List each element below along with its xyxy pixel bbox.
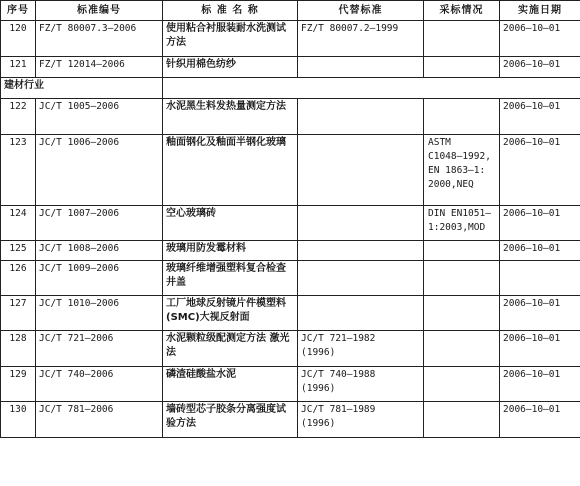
row-code: JC/T 781—2006: [36, 402, 163, 438]
table-row: [1, 261, 580, 296]
adoption-line: 1:2003,MOD: [428, 222, 486, 233]
row-code: FZ/T 12014—2006: [36, 57, 163, 78]
row-replaced: [298, 402, 424, 438]
section-label: 建材行业: [1, 78, 163, 99]
row-name: 玻璃用防发霉材料: [163, 241, 298, 261]
table-row: [1, 57, 580, 78]
replaced-line: (1996): [301, 383, 336, 394]
row-adoption: [424, 241, 500, 261]
header-date: 实施日期: [500, 1, 580, 21]
row-name: 工厂地球反射镜片件模塑料(SMC)大视反射面: [163, 296, 298, 331]
table-row: [1, 241, 580, 261]
row-adoption: [424, 296, 500, 331]
header-code: 标准编号: [36, 1, 163, 21]
row-seq: 123: [1, 135, 36, 206]
row-adoption: [424, 367, 500, 402]
row-date: 2006—10—01: [500, 57, 580, 78]
row-seq: 120: [1, 21, 36, 57]
table-row: [1, 402, 580, 438]
header-seq: 序号: [1, 1, 36, 21]
row-date: 2006—10—01: [500, 135, 580, 206]
row-date: 2006—10—01: [500, 402, 580, 438]
section-row: [1, 78, 580, 99]
row-code: FZ/T 80007.3—2006: [36, 21, 163, 57]
row-code: JC/T 740—2006: [36, 367, 163, 402]
table-row: [1, 99, 580, 135]
row-seq: 130: [1, 402, 36, 438]
row-seq: 124: [1, 206, 36, 241]
replaced-line: JC/T 721—1982: [301, 333, 376, 344]
row-date: 2006—10—01: [500, 241, 580, 261]
row-name: 釉面钢化及釉面半钢化玻璃: [163, 135, 298, 206]
replaced-line: JC/T 740—1988: [301, 369, 376, 380]
adoption-line: EN 1863—1:: [428, 165, 486, 176]
replaced-line: FZ/T 80007.2—1999: [301, 23, 399, 34]
row-seq: 128: [1, 331, 36, 367]
adoption-line: ASTM: [428, 137, 451, 148]
row-date: 2006—10—01: [500, 99, 580, 135]
table-row: [1, 367, 580, 402]
row-name: 使用粘合衬服装耐水洗测试方法: [163, 21, 298, 57]
row-name: 墙砖型芯子胶条分离强度试验方法: [163, 402, 298, 438]
replaced-line: JC/T 781—1989: [301, 404, 376, 415]
row-seq: 126: [1, 261, 36, 296]
row-adoption: [424, 99, 500, 135]
table-row: [1, 21, 580, 57]
header-replaced: 代替标准: [298, 1, 424, 21]
empty-cell: [163, 78, 580, 99]
row-date: 2006—10—01: [500, 331, 580, 367]
row-code: JC/T 1006—2006: [36, 135, 163, 206]
row-replaced: [298, 99, 424, 135]
replaced-line: (1996): [301, 418, 336, 429]
row-date: 2006—10—01: [500, 367, 580, 402]
row-date: 2006—10—01: [500, 206, 580, 241]
adoption-line: DIN EN1051—: [428, 208, 491, 219]
row-adoption: [424, 331, 500, 367]
row-replaced: [298, 331, 424, 367]
row-replaced: [298, 21, 424, 57]
row-replaced: [298, 206, 424, 241]
row-seq: 121: [1, 57, 36, 78]
row-code: JC/T 721—2006: [36, 331, 163, 367]
row-name: 磷渣硅酸盐水泥: [163, 367, 298, 402]
row-code: JC/T 1005—2006: [36, 99, 163, 135]
row-replaced: [298, 57, 424, 78]
row-replaced: [298, 296, 424, 331]
row-seq: 129: [1, 367, 36, 402]
row-adoption: [424, 135, 500, 206]
row-code: JC/T 1007—2006: [36, 206, 163, 241]
header-name: 标 准 名 称: [163, 1, 298, 21]
row-name: 水泥黑生料发热量测定方法: [163, 99, 298, 135]
table-row: [1, 331, 580, 367]
adoption-line: C1048—1992,: [428, 151, 491, 162]
row-seq: 127: [1, 296, 36, 331]
header-adoption: 采标情况: [424, 1, 500, 21]
row-name: 水泥颗粒级配测定方法 激光法: [163, 331, 298, 367]
row-replaced: [298, 135, 424, 206]
table-row: [1, 296, 580, 331]
row-code: JC/T 1009—2006: [36, 261, 163, 296]
replaced-line: (1996): [301, 347, 336, 358]
adoption-line: 2000,NEQ: [428, 179, 474, 190]
row-code: JC/T 1010—2006: [36, 296, 163, 331]
row-seq: 125: [1, 241, 36, 261]
row-date: [500, 261, 580, 296]
row-code: JC/T 1008—2006: [36, 241, 163, 261]
row-name: 针织用棉色纺纱: [163, 57, 298, 78]
row-adoption: [424, 206, 500, 241]
row-adoption: [424, 402, 500, 438]
table-row: [1, 206, 580, 241]
row-name: 玻璃纤维增强塑料复合检查井盖: [163, 261, 298, 296]
row-replaced: [298, 367, 424, 402]
row-name: 空心玻璃砖: [163, 206, 298, 241]
row-date: 2006—10—01: [500, 21, 580, 57]
row-adoption: [424, 21, 500, 57]
row-seq: 122: [1, 99, 36, 135]
table-row: [1, 135, 580, 206]
row-replaced: [298, 241, 424, 261]
row-date: 2006—10—01: [500, 296, 580, 331]
row-replaced: [298, 261, 424, 296]
row-adoption: [424, 57, 500, 78]
row-adoption: [424, 261, 500, 296]
table-header-row: [1, 1, 580, 21]
